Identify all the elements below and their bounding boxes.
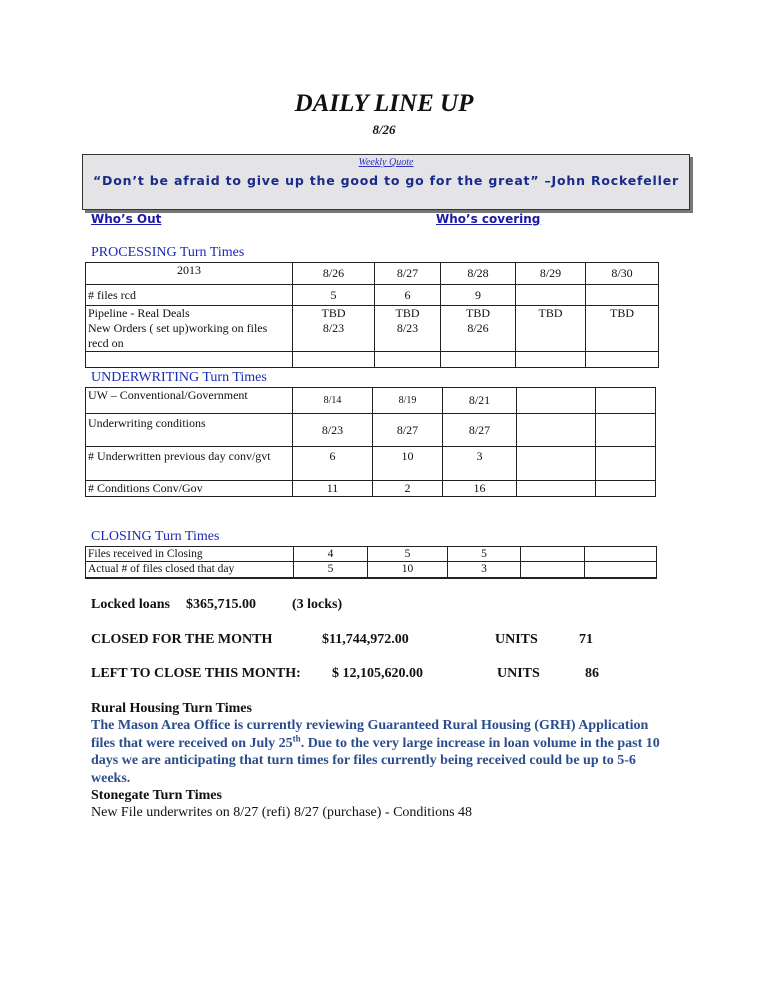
table-row	[86, 306, 659, 352]
locked-loans-amount: $365,715.00	[186, 597, 256, 612]
table-row	[86, 285, 659, 306]
table-cell: UW – Conventional/Government	[86, 388, 293, 414]
table-cell: Files received in Closing	[86, 547, 294, 562]
left-to-close-amount: $ 12,105,620.00	[332, 666, 423, 681]
table-cell	[585, 547, 657, 562]
table-cell	[596, 388, 656, 414]
table-cell: 8/27	[443, 414, 517, 447]
processing-table	[85, 262, 659, 368]
table-cell	[521, 547, 585, 562]
table-cell	[441, 352, 516, 368]
page-title: DAILY LINE UP	[294, 90, 474, 117]
table-cell: Underwriting conditions	[86, 414, 293, 447]
table-row	[86, 547, 657, 562]
left-to-close-units: 86	[585, 666, 599, 681]
table-cell	[521, 562, 585, 578]
rural-housing-superscript: th	[292, 732, 301, 743]
table-cell	[596, 447, 656, 481]
rural-housing-text-1: The Mason Area Office is currently reviewing Guaranteed Rural Housing (GRH) Application files that were received on July 25	[91, 718, 649, 751]
table-cell	[86, 352, 293, 368]
table-header-cell: 8/30	[586, 263, 659, 285]
table-cell	[585, 562, 657, 578]
table-cell: TBD	[395, 306, 420, 320]
table-cell	[516, 352, 586, 368]
left-to-close-units-label: UNITS	[497, 666, 540, 681]
table-cell: # files rcd	[86, 285, 293, 306]
stonegate-body: New File underwrites on 8/27 (refi) 8/27 (purchase) - Conditions 48	[91, 805, 473, 820]
rural-housing-title: Rural Housing Turn Times	[91, 701, 252, 716]
table-cell	[517, 481, 596, 497]
table-cell: 4	[294, 547, 368, 562]
underwriting-table	[85, 387, 656, 497]
table-cell: 5	[294, 562, 368, 578]
table-cell: 8/21	[443, 388, 517, 414]
table-cell: TBD	[538, 306, 563, 320]
table-cell: TBD	[466, 306, 490, 320]
table-row	[86, 447, 656, 481]
table-cell: 8/23	[293, 414, 373, 447]
table-row	[86, 352, 659, 368]
table-cell	[517, 447, 596, 481]
stonegate-title: Stonegate Turn Times	[91, 788, 222, 803]
table-header-cell: 8/26	[293, 263, 375, 285]
table-row	[86, 562, 657, 578]
table-cell: 8/14	[293, 388, 373, 414]
table-row	[86, 414, 656, 447]
table-cell	[516, 285, 586, 306]
table-row	[86, 263, 659, 285]
closed-month-label: CLOSED FOR THE MONTH	[91, 632, 273, 647]
table-cell: 16	[443, 481, 517, 497]
closed-month-units: 71	[579, 632, 593, 647]
table-cell: 11	[293, 481, 373, 497]
table-cell: 6	[293, 447, 373, 481]
table-cell	[586, 285, 659, 306]
table-cell: 5	[293, 285, 375, 306]
table-cell: 5	[448, 547, 521, 562]
locked-loans-label: Locked loans	[91, 597, 170, 612]
table-cell: 3	[448, 562, 521, 578]
table-cell: TBD	[321, 306, 346, 320]
page-date: 8/26	[372, 122, 396, 137]
table-cell: 10	[368, 562, 448, 578]
table-cell: 10	[373, 447, 443, 481]
weekly-quote-box	[82, 154, 690, 210]
weekly-quote-label: Weekly Quote	[358, 157, 414, 168]
table-cell	[596, 414, 656, 447]
table-cell	[375, 352, 441, 368]
table-cell: 2	[373, 481, 443, 497]
table-row	[86, 388, 656, 414]
table-cell: # Underwritten previous day conv/gvt	[86, 447, 293, 481]
locked-loans-note: (3 locks)	[292, 597, 343, 612]
rural-housing-body	[91, 717, 671, 787]
weekly-quote-text: “Don’t be afraid to give up the good to go for the great” –John Rockefeller	[93, 173, 679, 188]
table-cell	[517, 388, 596, 414]
table-cell: 8/23	[322, 321, 345, 335]
table-cell: 8/27	[373, 414, 443, 447]
left-to-close-label: LEFT TO CLOSE THIS MONTH:	[91, 666, 301, 681]
underwriting-heading: UNDERWRITING Turn Times	[91, 370, 267, 385]
table-cell: TBD	[610, 306, 634, 320]
closing-table	[85, 546, 657, 579]
closed-month-amount: $11,744,972.00	[322, 632, 409, 647]
table-header-cell: 8/28	[441, 263, 516, 285]
table-cell	[596, 481, 656, 497]
table-cell	[586, 352, 659, 368]
table-cell: 8/23	[396, 321, 419, 335]
table-cell: 3	[443, 447, 517, 481]
whos-out-label: Who’s Out	[91, 212, 162, 226]
table-header-cell: 8/29	[516, 263, 586, 285]
closed-month-units-label: UNITS	[495, 632, 538, 647]
table-cell: 9	[441, 285, 516, 306]
rural-housing-text-2: . Due to the very large increase in loan volume in the past 10 days we are anticipating that turn times for files currently being received could be up to 5-6 weeks.	[91, 735, 660, 786]
table-cell: 8/26	[467, 321, 489, 335]
table-cell	[517, 414, 596, 447]
table-header-cell: 2013	[86, 263, 293, 285]
table-row	[86, 481, 656, 497]
table-cell	[293, 352, 375, 368]
processing-heading: PROCESSING Turn Times	[91, 245, 245, 260]
table-cell: # Conditions Conv/Gov	[86, 481, 293, 497]
table-cell: New Orders ( set up)working on files	[88, 321, 268, 335]
table-cell: Actual # of files closed that day	[86, 562, 294, 578]
table-cell: Pipeline - Real Deals	[88, 306, 190, 320]
whos-covering-label: Who’s covering	[436, 212, 541, 226]
table-cell: 8/19	[373, 388, 443, 414]
table-cell: 5	[368, 547, 448, 562]
table-header-cell: 8/27	[375, 263, 441, 285]
closing-heading: CLOSING Turn Times	[91, 529, 220, 544]
table-cell: 6	[375, 285, 441, 306]
table-cell: recd on	[88, 336, 124, 350]
